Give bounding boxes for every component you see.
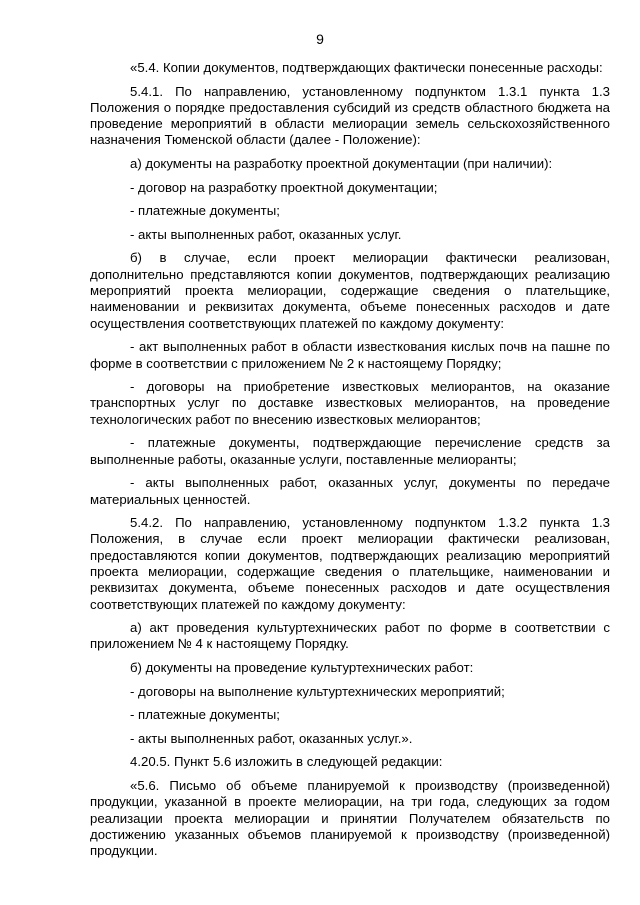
paragraph-item-a: а) акт проведения культуртехнических работ по форме в соответствии с приложением № 4 к настоящему Порядку. xyxy=(90,620,610,652)
document-body xyxy=(90,60,610,867)
paragraph-5-4-2: 5.4.2. По направлению, установленному подпунктом 1.3.2 пункта 1.3 Положения, в случае если проект мелиорации фактически реализован, предоставляются копии документов, подтверждающих реализацию мероприятий проекта мелиорации, содержащие сведения о плательщике, наименовании и реквизитах документа, объеме понесенных расходов и дате осуществления соответствующих платежей по каждому документу: xyxy=(90,515,610,612)
paragraph-item-b: б) документы на проведение культуртехнических работ: xyxy=(130,660,474,676)
paragraph-5-6: «5.6. Письмо об объеме планируемой к производству (произведенной) продукции, указанной в проекте мелиорации, на три года, следующих за годом реализации проекта мелиорации и принятии Получателем обязательств по достижению указанных объемов планируемой к производству (произведенной) продукции. xyxy=(90,778,610,859)
paragraph-5-4-heading: «5.4. Копии документов, подтверждающих фактически понесенные расходы: xyxy=(130,60,603,75)
list-item: - договоры на приобретение известковых мелиорантов, на оказание транспортных услуг по доставке известковых мелиорантов, на проведение технологических работ по внесению известковых мелиорантов; xyxy=(90,379,610,427)
list-item: - акты выполненных работ, оказанных услуг, документы по передаче материальных ценностей. xyxy=(90,475,610,507)
paragraph-5-4-1: 5.4.1. По направлению, установленному подпунктом 1.3.1 пункта 1.3 Положения о порядке предоставления субсидий из средств областного бюджета на проведение мероприятий в области мелиорации земель сельскохозяйственного назначения Тюменской области (далее - Положение): xyxy=(90,83,610,148)
list-item: - акты выполненных работ, оказанных услуг. xyxy=(130,226,402,242)
paragraph-item-a: а) документы на разработку проектной документации (при наличии): xyxy=(130,156,553,172)
list-item: - платежные документы, подтверждающие перечисление средств за выполненные работы, оказанные услуги, поставленные мелиоранты; xyxy=(90,435,610,467)
list-item: - платежные документы; xyxy=(130,707,280,723)
paragraph-4-20-5: 4.20.5. Пункт 5.6 изложить в следующей редакции: xyxy=(130,754,443,770)
list-item: - акты выполненных работ, оказанных услуг.». xyxy=(130,730,413,746)
list-item: - платежные документы; xyxy=(130,203,280,219)
paragraph-item-b: б) в случае, если проект мелиорации фактически реализован, дополнительно представляются копии документов, подтверждающих реализацию мероприятий проекта мелиорации, содержащие сведения о плательщике, наименовании и реквизитах документа, объеме понесенных расходов и дате осуществления соответствующих платежей по каждому документу: xyxy=(90,250,610,331)
list-item: - договор на разработку проектной документации; xyxy=(130,179,438,195)
page-number: 9 xyxy=(316,31,324,47)
list-item: - договоры на выполнение культуртехнических мероприятий; xyxy=(130,683,505,699)
list-item: - акт выполненных работ в области известкования кислых почв на пашне по форме в соответствии с приложением № 2 к настоящему Порядку; xyxy=(90,339,610,371)
